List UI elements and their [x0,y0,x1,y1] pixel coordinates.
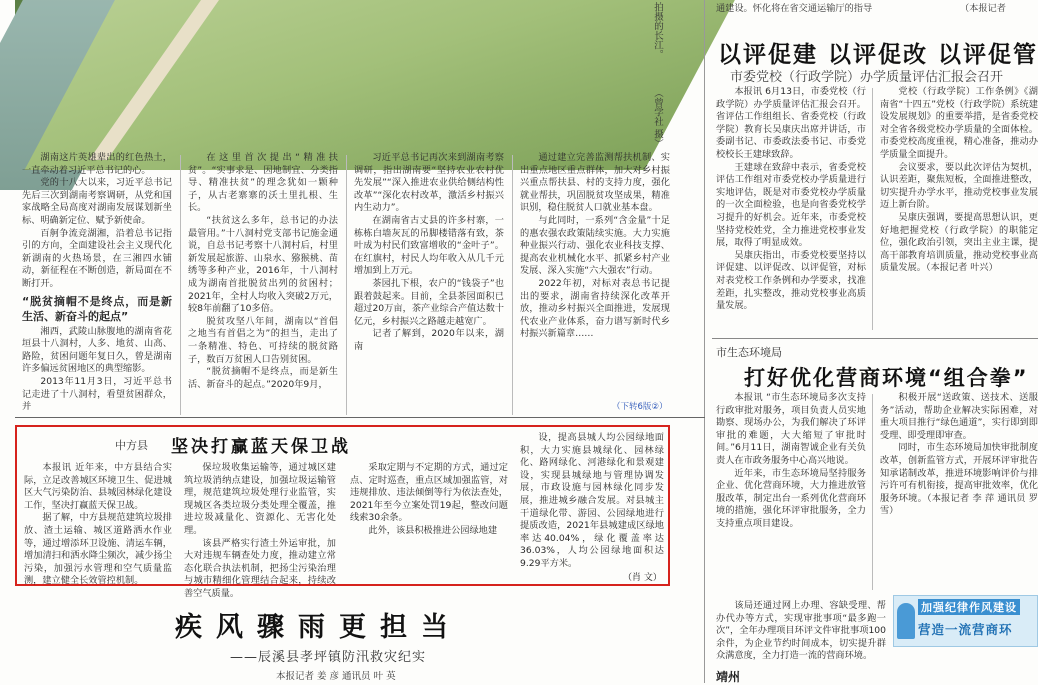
page-divider [704,0,705,683]
paragraph: 与此同时，一系列“含金量”十足的惠农强农政策陆续实施。大力实施种业振兴行动、强化农业科技支撑、提高农业机械化水平、抓紧乡村产业发展、深入实施“六大强农”行动。 [520,214,670,277]
paragraph: 王建球在致辞中表示，省委党校评估工作组对市委党校办学质量进行实地评估，既是对市委党校办学质量的一次全面检验，也是向省委党校学习提升的好机会。近年来，市委党校坚持党校姓党，全力推进党校事业发展，取得了明显成效。 [716,161,866,249]
blue-sky-col-1 [24,462,172,587]
blue-sky-col-2 [184,462,336,599]
paragraph: 在湖南省古丈县的许多村寨，一栋栋白墙灰瓦的吊脚楼错落有致，茶叶成为村民们致富增收的“金叶子”。在红旗村，村民人均年收入从几千元增加到上万元。 [354,214,504,277]
paragraph: 吴康庆强调，要提高思想认识，更好地把握党校（行政学院）的职能定位，强化政治引领，突出主业主课，提高干部教育培训质量，推动党校事业高质量发展。（本报记者 叶兴） [880,211,1038,274]
main-article-col-4 [520,152,670,398]
paragraph: 2022年初，对标对表总书记提出的要求，湖南省持续深化改革开放，推动乡村振兴全面推进，发展现代农业产业体系，奋力谱写新时代乡村振兴新篇章…… [520,277,670,340]
paragraph: 记者了解到，2020年以来，湖南 [354,328,504,352]
main-article-col-2 [188,152,338,420]
paragraph: 茶园扎下根，农户的“钱袋子”也跟着鼓起来。目前，全县茶园面积已超过20万亩，茶产业综合产值达数十亿元，乡村振兴之路越走越宽广。 [354,277,504,327]
byline: （肖 文） [623,573,662,583]
news-photo-river-fields [15,0,645,145]
photo-credit: （曾学社 摄） [652,88,663,149]
paragraph: 党校（行政学院）工作条例》《湖南省“十四五”党校（行政学院）系统建设发展规划》的重要举措，是省委党校对全省各级党校办学质量的全面体检。市委党校高度重视，精心准备，推动办学质量全面提升。 [880,86,1038,160]
blue-sky-col-3 [350,462,508,580]
paragraph: 脱贫攻坚八年间，湖南以“首倡之地当有首倡之为”的担当，走出了一条精准、特色、可持续的脱贫路子，数百万贫困人口告别贫困。 [188,315,338,365]
top-fragment: 通建设。怀化将在省交通运输厅的指导 [716,3,873,14]
paragraph: 吴康庆指出，市委党校要坚持以评促建、以评促改、以评促管，对标对表党校工作条例和办学要求，找准差距，扎实整改，推动党校事业高质量发展。 [716,249,866,312]
ad-line-2: 营造一流营商环 [918,622,1013,637]
paragraph: 该局还通过网上办理、容缺受理、帮办代办等方式，实现审批事项“最多跑一次”，全年办理项目环评文件审批事项100余件，为企业节约时间成本，切实提升群众满意度，全力打造一流的营商环境。 [716,600,886,662]
paragraph: 近年来，市生态环境局坚持服务企业、优化营商环境，大力推进放管服改革，制定出台一系列优化营商环境的措施，强化环评审批服务，全力支持重点项目建设。 [716,467,866,529]
column-rule [180,155,181,415]
headline-title: 坚决打赢蓝天保卫战 [171,437,351,457]
continue-note: （下转6版②） [612,402,668,412]
disaster-byline: 本报记者 姜 彦 通讯员 叶 英 [276,671,396,682]
column-rule [872,394,873,590]
env-title: 打好优化营商环境“组合拳” [744,366,1029,390]
env-kicker: 市生态环境局 [716,346,782,359]
paragraph: 本报讯 “市生态环境局多次支持行政审批对服务，项目负责人员实地勘察、现场办公，为我们解决了环评审批的难题，大大缩短了审批时间。”6月11日，湖南智诚企业有关负责人在市政务服务中心高兴地说。 [716,392,866,466]
eval-title: 以评促建 以评促改 以评促管 [718,42,1038,68]
eval-col-2 [880,86,1038,334]
env-col-2 [880,392,1038,588]
eval-subtitle: 市委党校（行政学院）办学质量评估汇报会召开 [730,70,1004,85]
main-article-col-3 [354,152,504,420]
blue-sky-headline [21,432,511,456]
paragraph: 会议要求，要以此次评估为契机，认识差距，聚焦短板，全面推进整改，切实提升办学水平，推动党校事业发展迈上新台阶。 [880,161,1038,211]
paragraph: 湘西，武陵山脉腹地的湖南省花垣县十八洞村，人多、地贫、山高、路险，贫困问题年复日久，曾是湖南许多偏远贫困地区的典型缩影。 [22,325,172,375]
paragraph: “脱贫摘帽不是终点，而是新生活、新奋斗的起点。”2020年9月， [188,366,338,390]
section-subheading: “脱贫摘帽不是终点，而是新生活、新奋斗的起点” [22,294,172,323]
eval-col-1 [716,86,866,334]
column-rule [512,155,513,415]
paragraph: 据了解，中方县规范建筑垃圾排放、渣土运输、城区道路洒水作业等，通过增添环卫设施、清运车辆，增加清扫和洒水降尘频次，减少扬尘污染，加强污水管理和空气质量监测，建立健全长效管控机制。 [24,512,172,587]
paragraph: 习近平总书记再次来到湖南考察调研，指出湖南要“坚持农业农村优先发展”“深入推进农业供给侧结构性改革”“深化农村改革，激活乡村振兴内生动力”。 [354,152,504,214]
headline-kicker: 中方县 [115,439,148,452]
disaster-title: 疾风骤雨更担当 [175,612,462,643]
env-col-1 [716,392,866,598]
photo-fields [24,0,745,170]
column-rule [346,155,347,415]
paragraph: 湖南这片英雄辈出的红色热土，一直牵动着习近平总书记的心。 [22,152,172,176]
ad-line-1: 加强纪律作风建设 [918,599,1020,615]
paragraph: 积极开展“送政策、送技术、送服务”活动，帮助企业解决实际困难，对重大项目推行“绿色通道”，实行即到即受理、即受理即审查。 [880,392,1038,441]
paragraph: 本报讯 近年来，中方县结合实际，立足改善城区环境卫生、促进城区大气污染防治、县城园林绿化建设工作，坚决打赢蓝天保卫战。 [24,462,172,511]
paragraph: 2013年11月3日，习近平总书记走进了十八洞村，看望贫困群众，并 [22,375,172,413]
disaster-subtitle: ——辰溪县孝坪镇防汛救灾纪实 [230,650,427,665]
paragraph: 保垃圾收集运输等，通过城区建筑垃圾消纳点建设，加强垃圾运输管理，规范建筑垃圾处理行业监管，实现城区各类垃圾分类处理全覆盖，推进垃圾减量化、资源化、无害化处理。 [184,462,336,536]
paragraph: 采取定期与不定期的方式，通过定点、定时巡查，重点区域加强监管，对违规排放、违法倾倒等行为依法查处，2021年至今立案处罚19起，整改问题线索30余条。 [350,462,508,524]
section-rule [15,417,705,418]
paragraph: 在这里首次提出“精准扶贫”。“实事求是、因地制宜、分类指导、精准扶贫”的理念犹如一颗种子，从古老寨寨的沃土里扎根、生长。 [188,152,338,214]
column-rule [872,88,873,330]
photo-caption: 拍摄的长江。 [652,2,663,59]
env-col-1b [716,600,886,664]
paragraph: 百舸争流竞湖湘，沿着总书记指引的方向，全面建设社会主义现代化新湖南的火热场景，在三湘四水铺动，新征程在不断创造，新局面在不断打开。 [22,227,172,289]
paragraph: “扶贫这么多年，总书记的办法最管用。”十八洞村党支部书记施金通说，自总书记考察十八洞村后，村里新发展起旅游、山泉水、猕猴桃、苗绣等多种产业，2016年，十八洞村成为湖南首批脱贫出列的贫困村；2021年，全村人均收入突破2万元，较8年前翻了10多倍。 [188,214,338,315]
blue-sky-col-4 [520,432,664,568]
paragraph: 党的十八大以来，习近平总书记先后三次到湖南考察调研，从党和国家战略全局高度对湖南发展谋划新坐标、明确新定位、赋予新使命。 [22,177,172,226]
section-rule [712,338,1038,339]
paragraph: 该县严格实行渣土外运审批，加大对违规车辆查处力度，推动建立常态化联合执法机制，把扬尘污染治理与城市精细化管理结合起来，持续改善空气质量。 [184,537,336,599]
paragraph: 设，提高县城人均公园绿地面积，大力实施县城绿化、园林绿化、路网绿化、河港绿化和景观建设，实现县城绿地与管理协调发展，市政设施与园林绿化同步发展，推进城乡融合发展。对县城主干道绿化带、游园、公园绿地进行提质改造，2021年县城建成区绿地率达40.04%，绿化覆盖率达36.03%，人均公园绿地面积达9.29平方米。 [520,432,664,569]
paragraph: 此外，该县积极推进公园绿地建 [368,524,498,536]
main-article-col-1 [22,152,172,420]
paragraph: 本报讯 6月13日，市委党校（行政学院）办学质量评估汇报会召开。省评估工作组组长、省委党校（行政学院）教育长吴康庆出席并讲话，市委副书记、市委政法委书记、市委党校校长王建球致辞。 [716,86,866,160]
bottom-fragment: 靖州 [716,670,741,684]
paragraph: 通过建立完善监测帮扶机制、实出重点地区重点群体，加大对乡村振兴重点帮扶县、村的支持力度，强化就业帮扶，巩固脱贫攻坚成果，精准识别，稳住脱贫人口就业基本盘。 [520,152,670,214]
paragraph: 同时，市生态环境局加快审批制度改革，创新监管方式，开展环评审批告知承诺制改革，推进环境影响评价与排污许可有机衔接，提高审批效率，优化服务环境。（本报记者 李 萍 通讯员 罗 雪） [880,442,1038,517]
figure-icon [897,603,915,639]
top-fragment-byline: （本报记者 [960,3,1006,14]
